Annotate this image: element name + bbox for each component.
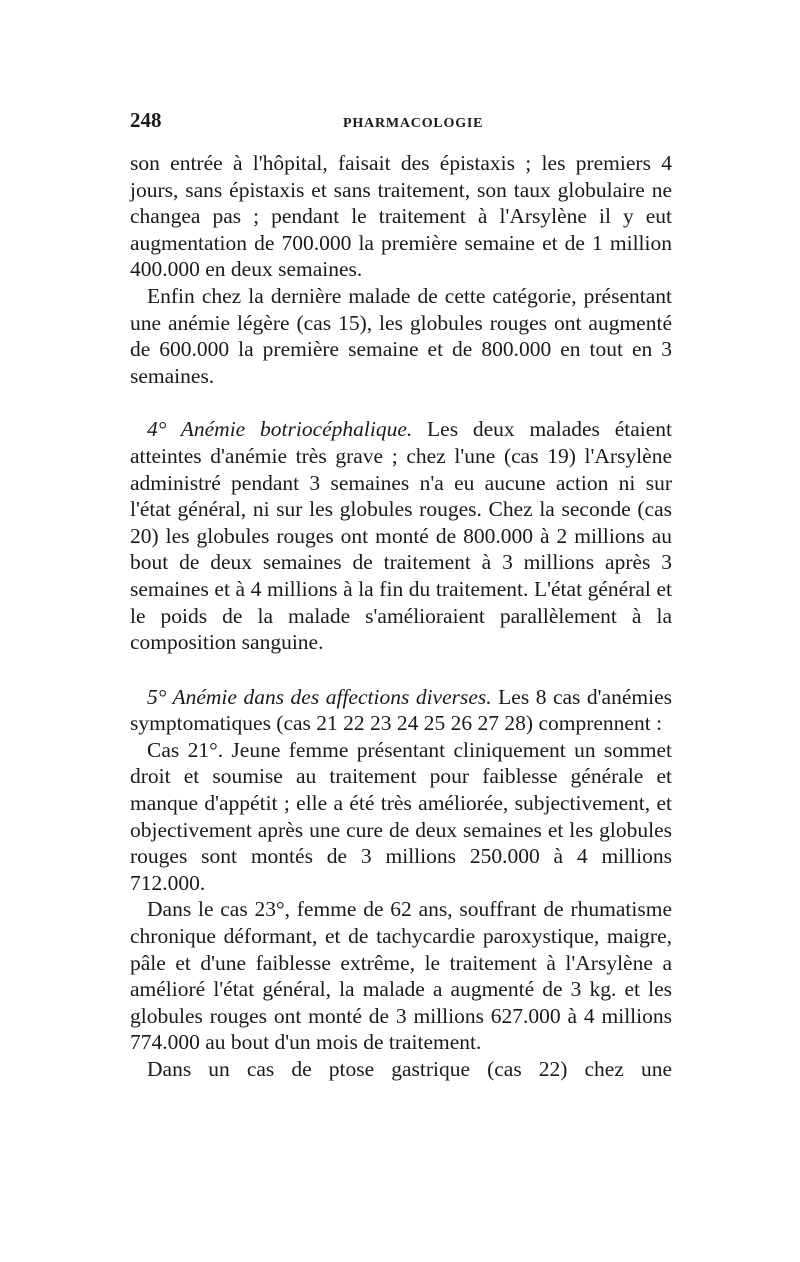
paragraph-case-23: Dans le cas 23°, femme de 62 ans, souffrant de rhumatisme chronique déformant, et de tachycardie paroxystique, maigre, pâle et d'une faiblesse extrême, le traitement à l'Arsylène a amélioré l'état général, la malade a augmenté de 3 kg. et les globules rouges ont monté de 3 millions 627.000 à 4 millions 774.000 au bout d'un mois de traitement. — [130, 897, 672, 1055]
page-number: 248 — [130, 108, 162, 132]
running-title: PHARMACOLOGIE — [343, 116, 484, 131]
section-5-text: Les 8 cas d'anémies symptomatiques (cas 21 22 23 24 25 26 27 28) comprennent : — [130, 684, 672, 736]
section-4-text: Les deux malades étaient atteintes d'anémie très grave ; chez l'une (cas 19) l'Arsylène administré pendant 3 semaines n'a eu aucune action ni sur l'état général, ni sur les globules rouges. Chez la seconde (cas 20) les globules rouges ont monté de 800.000 à 2 millions au bout de deux semaines de traitement à 3 millions après 3 semaines et à 4 millions à la fin du traitement. L'état général et le poids de la malade s'amélioraient parallèlement à la composition sanguine. — [130, 417, 672, 655]
page-header — [130, 108, 670, 138]
section-4-heading: 4° Anémie botriocéphalique. — [147, 417, 413, 442]
paragraph-case-21: Cas 21°. Jeune femme présentant cliniquement un sommet droit et soumise au traitement pour faiblesse générale et manque d'appétit ; elle a été très améliorée, subjectivement, et objectivement après une cure de deux semaines et les globules rouges sont montés de 3 millions 250.000 à 4 millions 712.000. — [130, 737, 672, 895]
paragraph-case-22: Dans un cas de ptose gastrique (cas 22) chez une — [147, 1057, 672, 1081]
section-5-paragraph — [130, 684, 672, 737]
paragraph-continuation: son entrée à l'hôpital, faisait des épistaxis ; les premiers 4 jours, sans épistaxis et sans traitement, son taux globulaire ne changea pas ; pendant le traitement à l'Arsylène il y eut augmentation de 700.000 la première semaine et de 1 million 400.000 en deux semaines. — [130, 151, 672, 282]
page-body — [130, 150, 672, 1083]
paragraph-last-patient: Enfin chez la dernière malade de cette catégorie, présentant une anémie légère (cas 15), les globules rouges ont augmenté de 600.000 la première semaine et de 800.000 en tout en 3 semaines. — [130, 283, 672, 388]
section-5-heading: 5° Anémie dans des affections diverses. — [147, 684, 492, 709]
section-4-paragraph — [130, 416, 672, 655]
